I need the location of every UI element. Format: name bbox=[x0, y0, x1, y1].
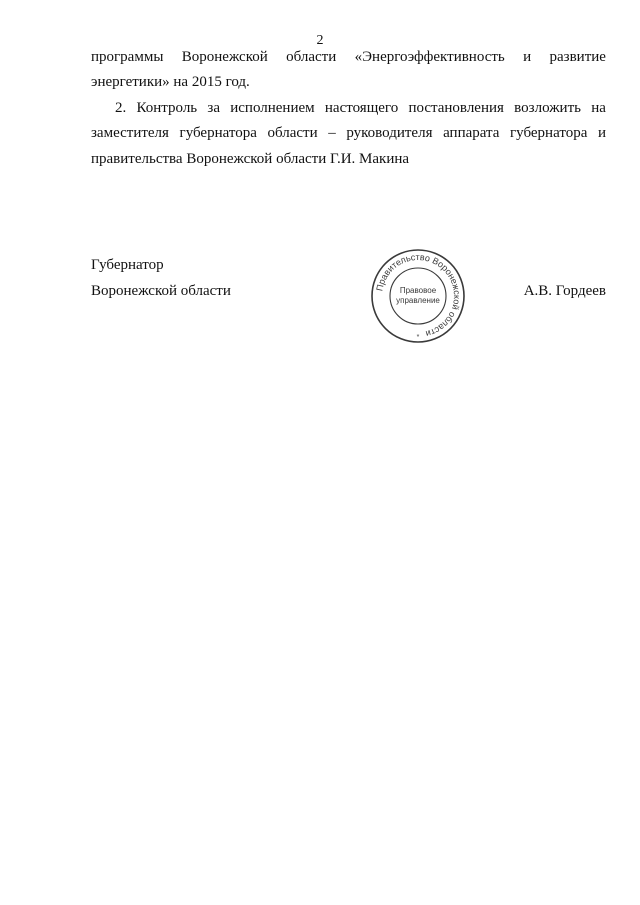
word: «Энергоэффективность bbox=[354, 49, 505, 65]
word: губернатора bbox=[510, 125, 588, 141]
stamp-inner-line2: управление bbox=[396, 296, 440, 305]
word: развитие bbox=[549, 49, 606, 65]
word: и bbox=[597, 125, 606, 141]
word: заместителя bbox=[91, 125, 169, 141]
signature-name: А.В. Гордеев bbox=[523, 283, 606, 299]
paragraph2-line1 bbox=[115, 99, 606, 117]
official-stamp bbox=[370, 248, 466, 344]
stamp-star: * bbox=[416, 334, 420, 341]
word: – bbox=[328, 125, 336, 141]
word: постановления bbox=[408, 100, 504, 116]
word: 2. bbox=[115, 100, 127, 116]
signature-position-line1: Губернатор bbox=[91, 257, 164, 273]
word: за bbox=[207, 100, 220, 116]
word: руководителя bbox=[346, 125, 433, 141]
paragraph1-line2: энергетики» на 2015 год. bbox=[91, 74, 250, 90]
paragraph2-line2 bbox=[91, 124, 606, 142]
stamp-graphic bbox=[370, 248, 466, 344]
word: аппарата bbox=[443, 125, 500, 141]
paragraph2-line3: правительства Воронежской области Г.И. Макина bbox=[91, 151, 410, 167]
word: Воронежской bbox=[181, 49, 268, 65]
word: Контроль bbox=[136, 100, 198, 116]
word: области bbox=[267, 125, 318, 141]
word: возложить bbox=[514, 100, 581, 116]
word: губернатора bbox=[179, 125, 257, 141]
signature-position-line2: Воронежской области bbox=[91, 283, 231, 299]
word: области bbox=[286, 49, 337, 65]
word: настоящего bbox=[324, 100, 399, 116]
word: и bbox=[523, 49, 532, 65]
stamp-inner-line1: Правовое bbox=[399, 286, 437, 295]
page-number: 2 bbox=[316, 33, 324, 48]
paragraph1-line1 bbox=[91, 48, 606, 66]
stamp-outer-text: Правительство Воронежской области bbox=[374, 251, 463, 340]
word: исполнением bbox=[230, 100, 315, 116]
word: на bbox=[591, 100, 606, 116]
word: программы bbox=[91, 49, 164, 65]
